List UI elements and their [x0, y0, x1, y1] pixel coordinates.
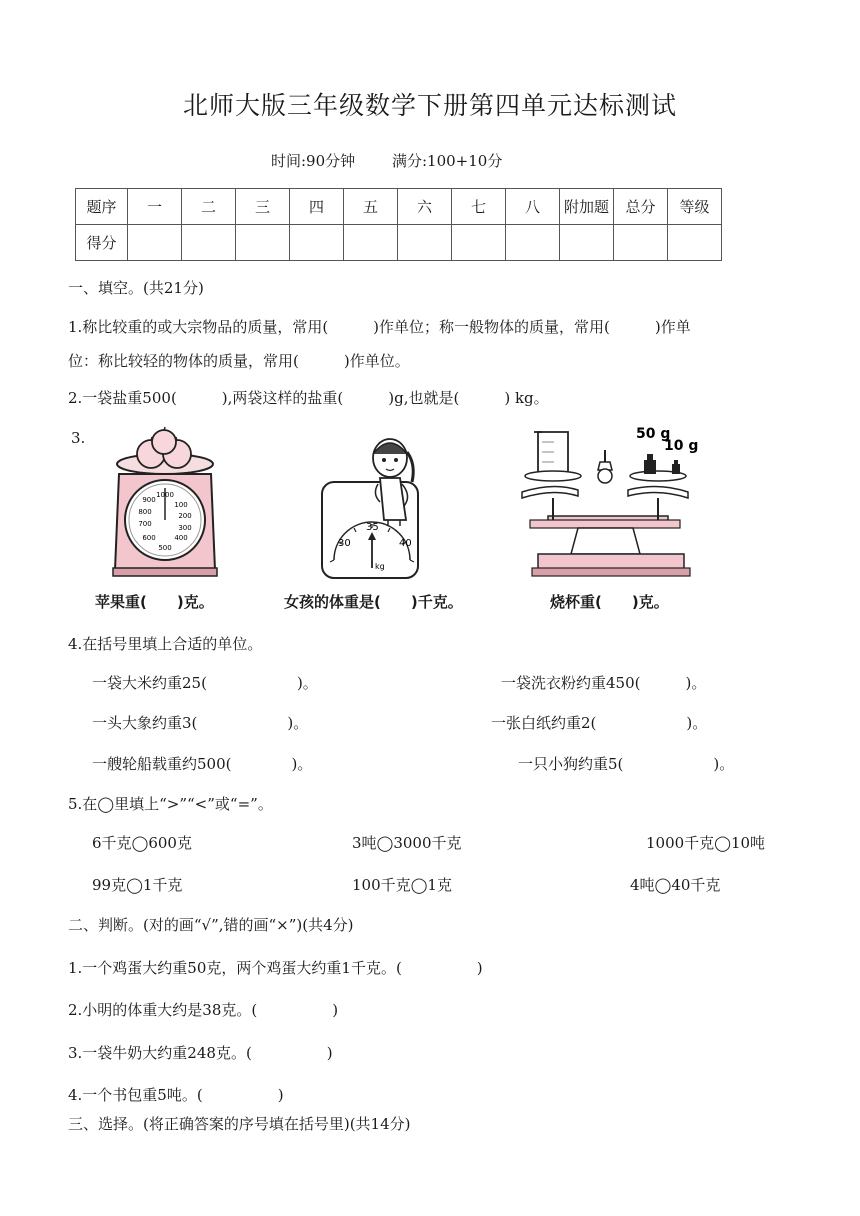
section-1-heading: 一、填空。(共21分)	[68, 279, 204, 297]
question-4-item: 一只小狗约重5( )。	[518, 755, 735, 773]
score-input-cell[interactable]	[398, 225, 452, 261]
question-3-number: 3.	[71, 429, 86, 447]
question-5-item: 1000千克◯10吨	[646, 834, 766, 852]
score-table-score-row	[76, 225, 722, 261]
caption-apple: 苹果重( )克。	[95, 593, 214, 611]
question-1-line-2: 位：称比较轻的物体的质量，常用( )作单位。	[68, 352, 410, 370]
dial-number: 35	[366, 522, 379, 533]
question-5-item: 99克◯1千克	[92, 876, 183, 894]
score-input-cell[interactable]	[560, 225, 614, 261]
scale-number: 900	[142, 496, 156, 504]
table-cell: 三	[236, 189, 290, 225]
question-4-item: 一艘轮船载重约500( )。	[92, 755, 313, 773]
table-cell: 一	[128, 189, 182, 225]
balance-scale-illustration	[518, 420, 699, 580]
score-input-cell[interactable]	[614, 225, 668, 261]
score-input-cell[interactable]	[236, 225, 290, 261]
dial-number: 40	[399, 538, 412, 549]
table-cell: 得分	[76, 225, 128, 261]
question-4-item: 一袋洗衣粉约重450( )。	[501, 674, 707, 692]
section-3-heading: 三、选择。(将正确答案的序号填在括号里)(共14分)	[68, 1115, 411, 1133]
question-5-item: 4吨◯40千克	[630, 876, 721, 894]
score-input-cell[interactable]	[668, 225, 722, 261]
page-title: 北师大版三年级数学下册第四单元达标测试	[182, 91, 677, 120]
scale-number: 100	[174, 501, 188, 509]
score-table	[75, 188, 722, 261]
judge-item: 4.一个书包重5吨。( )	[68, 1086, 284, 1104]
caption-girl: 女孩的体重是( )千克。	[284, 593, 463, 611]
dial-number: 30	[338, 538, 351, 549]
caption-beaker: 烧杯重( )克。	[550, 593, 669, 611]
table-cell: 总分	[614, 189, 668, 225]
apple-scale-illustration	[105, 428, 225, 580]
table-cell: 八	[506, 189, 560, 225]
table-cell: 五	[344, 189, 398, 225]
scale-number: 300	[178, 524, 192, 532]
question-1-line-1: 1.称比较重的或大宗物品的质量，常用( )作单位；称一般物体的质量，常用( )作单	[68, 318, 691, 336]
girl-scale-illustration	[318, 428, 443, 580]
question-5: 5.在◯里填上“>”“<”或“=”。	[68, 795, 273, 813]
score-input-cell[interactable]	[452, 225, 506, 261]
exam-time: 时间:90分钟	[271, 152, 356, 170]
question-5-item: 3吨◯3000千克	[352, 834, 462, 852]
scale-number: 600	[142, 534, 156, 542]
apple-icon	[152, 430, 176, 454]
scale-number: 500	[158, 544, 172, 552]
table-cell: 二	[182, 189, 236, 225]
section-2-heading: 二、判断。(对的画“√”,错的画“×”)(共4分)	[68, 916, 354, 934]
table-cell: 四	[290, 189, 344, 225]
dial-unit: kg	[375, 562, 385, 571]
weight-label-50g: 50 g	[636, 426, 671, 442]
score-table-header-row	[76, 189, 722, 225]
score-input-cell[interactable]	[506, 225, 560, 261]
question-5-item: 6千克◯600克	[92, 834, 192, 852]
scale-number: 1000	[156, 491, 174, 499]
question-4-item: 一袋大米约重25( )。	[92, 674, 318, 692]
scale-number: 200	[178, 512, 192, 520]
table-cell: 七	[452, 189, 506, 225]
scale-number: 400	[174, 534, 188, 542]
score-input-cell[interactable]	[182, 225, 236, 261]
exam-full-score: 满分:100+10分	[392, 152, 503, 170]
question-4-item: 一张白纸约重2( )。	[491, 714, 708, 732]
judge-item: 1.一个鸡蛋大约重50克，两个鸡蛋大约重1千克。( )	[68, 959, 483, 977]
table-cell: 等级	[668, 189, 722, 225]
score-input-cell[interactable]	[344, 225, 398, 261]
judge-item: 3.一袋牛奶大约重248克。( )	[68, 1044, 333, 1062]
question-4: 4.在括号里填上合适的单位。	[68, 635, 263, 653]
question-5-item: 100千克◯1克	[352, 876, 452, 894]
weight-50g-icon	[644, 454, 656, 474]
table-cell: 题序	[76, 189, 128, 225]
table-cell: 附加题	[560, 189, 614, 225]
question-4-item: 一头大象约重3( )。	[92, 714, 309, 732]
score-input-cell[interactable]	[128, 225, 182, 261]
weight-10g-icon	[672, 460, 680, 474]
judge-item: 2.小明的体重大约是38克。( )	[68, 1001, 339, 1019]
score-input-cell[interactable]	[290, 225, 344, 261]
scale-number: 800	[138, 508, 152, 516]
weight-label-10g: 10 g	[664, 438, 699, 454]
beaker-icon	[534, 432, 568, 472]
question-2: 2.一袋盐重500( ),两袋这样的盐重( )g,也就是( ) kg。	[68, 389, 549, 407]
table-cell: 六	[398, 189, 452, 225]
scale-number: 700	[138, 520, 152, 528]
